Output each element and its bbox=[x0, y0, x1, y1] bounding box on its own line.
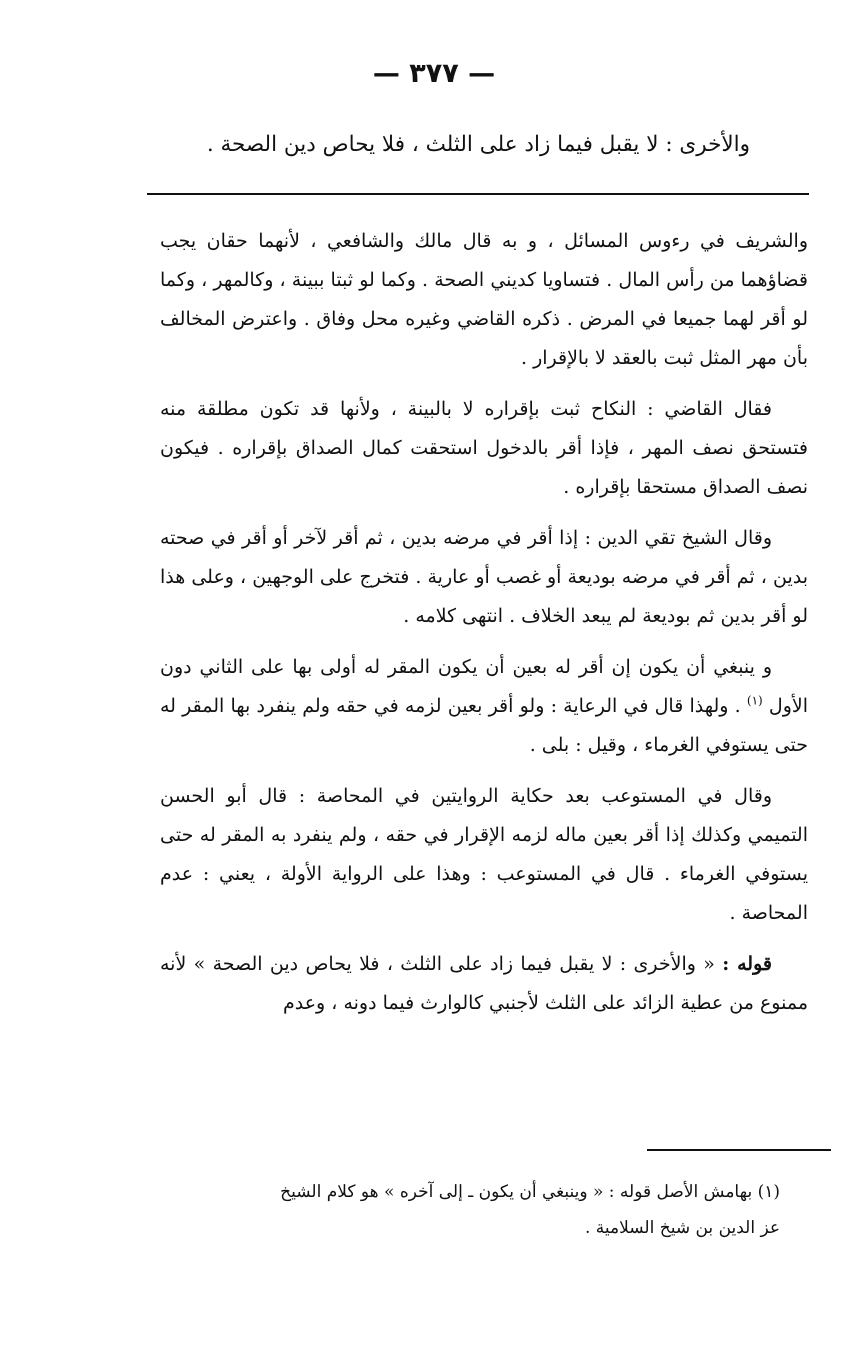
commentary-lead: قوله : bbox=[722, 953, 772, 975]
commentary-rest: لأنه ممنوع من عطية الزائد على الثلث لأجنبي كالوارث فيما دونه ، وعدم bbox=[160, 953, 808, 1014]
paragraph-4-after: . ولهذا قال في الرعاية : ولو أقر بعين لزمه في حقه ولم ينفرد بها المقر له حتى يستوفي الغرماء ، وقيل : بلى . bbox=[160, 695, 808, 756]
matn-text: والأخرى : لا يقبل فيما زاد على الثلث ، فلا يحاص دين الصحة . bbox=[206, 132, 750, 157]
footnote-reference: (١) bbox=[746, 693, 763, 708]
paragraph-5: وقال في المستوعب بعد حكاية الروايتين في المحاصة : قال أبو الحسن التميمي وكذلك إذا أقر بعين ماله لزمه الإقرار في حقه ، ولم ينفرد به المقر له حتى يستوفي الغرماء . قال في المستوعب : وهذا على الرواية الأولة ، يعني : عدم المحاصة . bbox=[160, 785, 808, 924]
page-number: — ٣٧٧ — bbox=[372, 58, 496, 89]
footnote-divider bbox=[647, 1149, 831, 1151]
paragraph-4-before: و ينبغي أن يكون إن أقر له بعين أن يكون المقر له أولى بها على الثاني دون الأول bbox=[160, 656, 808, 717]
paragraph-3: وقال الشيخ تقي الدين : إذا أقر في مرضه بدين ، ثم أقر لآخر أو أقر في صحته بدين ، ثم أقر في مرضه بوديعة أو غصب أو عارية . فتخرج على الوجهين ، وعلى هذا لو أقر بدين ثم بوديعة لم يبعد الخلاف . انتهى كلامه . bbox=[160, 527, 808, 627]
paragraph-4 bbox=[160, 648, 808, 765]
header-divider bbox=[147, 193, 809, 195]
commentary-body bbox=[160, 222, 808, 1035]
commentary-quote: « والأخرى : لا يقبل فيما زاد على الثلث ، فلا يحاص دين الصحة » bbox=[193, 953, 715, 975]
footnote bbox=[160, 1174, 780, 1246]
paragraph-2: فقال القاضي : النكاح ثبت بإقراره لا بالبينة ، ولأنها قد تكون مطلقة منه فتستحق نصف المهر ، فإذا أقر بالدخول استحقت كمال الصداق بإقراره . فيكون نصف الصداق مستحقا بإقراره . bbox=[160, 398, 808, 498]
footnote-line-1: (١) بهامش الأصل قوله : « وينبغي أن يكون ـ إلى آخره » هو كلام الشيخ bbox=[280, 1182, 780, 1202]
paragraph-1: والشريف في رءوس المسائل ، و به قال مالك والشافعي ، لأنهما حقان يجب قضاؤهما من رأس المال . فتساويا كديني الصحة . وكما لو ثبتا ببينة ، وكالمهر ، وكما لو أقر لهما جميعا في المرض . ذكره القاضي وغيره محل وفاق . واعترض المخالف بأن مهر المثل ثبت بالعقد لا بالإقرار . bbox=[160, 230, 808, 369]
paragraph-6 bbox=[160, 945, 808, 1023]
footnote-line-2: عز الدين بن شيخ السلامية . bbox=[584, 1218, 780, 1238]
